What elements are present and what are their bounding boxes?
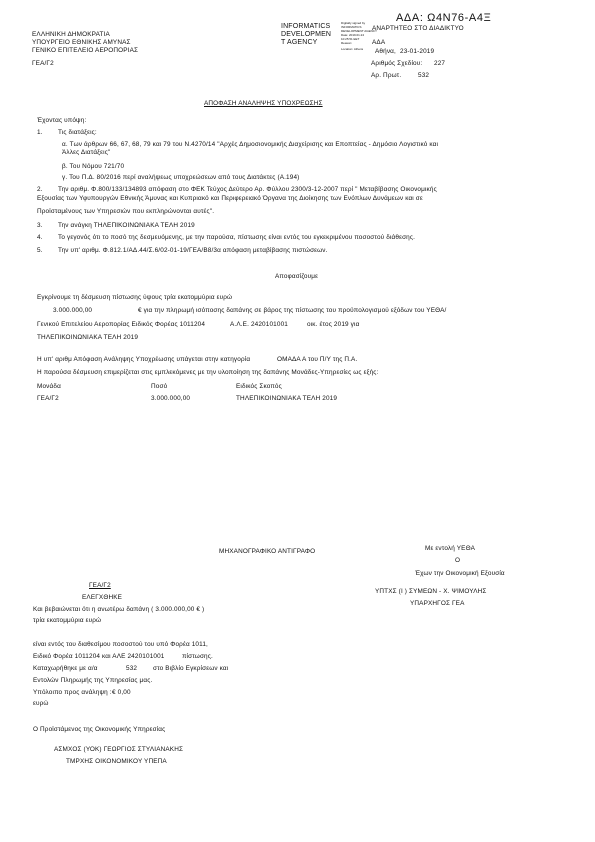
considering-heading: Έχοντας υπόψη: [37, 117, 87, 124]
protocol-label: Αρ. Πρωτ. [371, 72, 402, 79]
draft-number-value: 227 [434, 60, 446, 67]
stamp-agency-line-2: DEVELOPMEN [281, 31, 332, 38]
footer-line-5c: στο Βιβλίο Εγκρίσεων και [153, 665, 229, 672]
stamp-tiny-3: DEVELOPMENT AGENCY [341, 29, 377, 33]
stamp-ada-small: ΑΔΑ [372, 39, 386, 46]
stamp-agency-line-1: INFORMATICS [281, 23, 331, 30]
body-line-3a: Γενικού Επιτελείου Αεροπορίας Ειδικός Φορέας 1011204 [37, 321, 206, 328]
signature-name: ΥΠΤΧΣ (Ι ) ΣΥΜΕΩΝ - Χ. ΨΙΜΟΥΛΗΣ [375, 588, 487, 595]
decide-heading: Αποφασίζουμε [275, 273, 319, 280]
footer-line-4b: πίστωσης. [182, 653, 213, 660]
footer-line-6: Εντολών Πληρωμής της Υπηρεσίας μας. [33, 677, 153, 684]
item-number-5: 5. [37, 247, 43, 254]
header-line-unit: ΓΕΑ/Γ2 [32, 60, 54, 67]
stamp-tiny-4: Date: 2019.01.24 [341, 33, 365, 37]
item-1b: β. Του Νόμου 721/70 [62, 163, 125, 170]
body-line-2: € για την πληρωμή ισόποσης δαπάνης σε βάρος της πίστωσης του προϋπολογισμού εξόδων του ΥΕΘΑ/ [138, 307, 447, 314]
stamp-tiny-6: Reason: [341, 41, 353, 45]
table-header-amount: Ποσό [151, 383, 168, 390]
body-line-1: Εγκρίνουμε τη δέσμευση πίστωσης ύψους τρία εκατομμύρια ευρώ [37, 294, 233, 301]
footer-line-4a: Ειδικό Φορέα 1011204 και ΑΛΕ 2420101001 [33, 653, 165, 660]
draft-number-label: Αριθμός Σχεδίου: [371, 60, 423, 67]
decision-title: ΑΠΟΦΑΣΗ ΑΝΑΛΗΨΗΣ ΥΠΟΧΡΕΩΣΗΣ [204, 100, 323, 107]
stamp-tiny-7: Location: Athens [341, 47, 364, 51]
athens-label: Αθήνα, [375, 48, 396, 55]
table-cell-amount: 3.000.000,00 [151, 395, 191, 402]
protocol-value: 532 [418, 72, 430, 79]
footer-line-2: τρία εκατομμύρια ευρώ [33, 617, 102, 624]
item-1c: γ. Του Π.Δ. 80/2016 περί αναλήψεως υποχρεώσεων από τους Διατάκτες (Α.194) [62, 174, 300, 181]
footer-line-5a: Καταχωρήθηκε με α/α [33, 665, 98, 672]
item-number-3: 3. [37, 222, 43, 229]
signature-line-2: Ο [455, 557, 461, 564]
footer-line-7a: Υπόλοιπο προς ανάληψη : [33, 689, 112, 696]
body-line-3c: οικ. έτος 2019 για [307, 321, 360, 328]
footer-officer-name: ΑΣΜΧΟΣ (ΥΟΚ) ΓΕΩΡΓΙΟΣ ΣΤΥΛΙΑΝΑΚΗΣ [54, 746, 184, 753]
item-number-4: 4. [37, 234, 43, 241]
footer-line-1: Και βεβαιώνεται ότι η ανωτέρω δαπάνη ( 3.000.000,00 € ) [33, 606, 205, 613]
table-header-purpose: Ειδικός Σκοπός [236, 383, 282, 390]
footer-checked: ΕΛΕΓΧΘΗΚΕ [82, 594, 123, 601]
item-4-text: Το γεγονός ότι το ποσό της δεσμευόμενης, με την παρούσα, πίστωσης είναι εντός του εγκεκριμένου ποσοστού διάθεσης. [58, 234, 416, 241]
table-cell-unit: ΓΕΑ/Γ2 [37, 395, 59, 402]
item-5-text: Την υπ' αριθμ. Φ.812.1/ΑΔ.44/Σ.6/02-01-19/ΓΕΑ/Β8/3α απόφαση μεταβίβασης πιστώσεων. [58, 247, 328, 254]
stamp-agency-line-3: T AGENCY [281, 39, 318, 46]
ada-code: ΑΔΑ: Ω4Ν76-Α4Ξ [396, 12, 492, 24]
item-2-line-3: Προϊσταμένους των Υπηρεσιών που εκπληρώνονται αυτές". [37, 208, 215, 215]
item-1a-line-1: α. Των άρθρων 66, 67, 68, 79 και 79 του Ν.4270/14 "Αρχές Δημοσιονομικής Διαχείρισης και Εποπτείας - Δημόσιο Λογιστικό και [62, 141, 439, 148]
body-line-4: ΤΗΛΕΠΙΚΟΙΝΩΝΙΑΚΑ ΤΕΛΗ 2019 [37, 334, 139, 341]
item-number-1: 1. [37, 129, 43, 136]
footer-line-5b: 532 [126, 665, 138, 672]
footer-line-3: είναι εντός του διαθεσίμου ποσοστού του υπό Φορέα 1011, [33, 641, 208, 648]
footer-unit: ΓΕΑ/Γ2 [89, 582, 111, 589]
table-cell-purpose: ΤΗΛΕΠΙΚΟΙΝΩΝΙΑΚΑ ΤΕΛΗ 2019 [236, 395, 338, 402]
header-line-staff: ΓΕΝΙΚΟ ΕΠΙΤΕΛΕΙΟ ΑΕΡΟΠΟΡΙΑΣ [32, 47, 139, 54]
header-line-ministry: ΥΠΟΥΡΓΕΙΟ ΕΘΝΙΚΗΣ ΑΜΥΝΑΣ [32, 39, 131, 46]
table-header-unit: Μονάδα [37, 383, 61, 390]
footer-officer-department: ΤΜΡΧΗΣ ΟΙΚΟΝΟΜΙΚΟΥ ΥΠΕΠΑ [66, 758, 167, 765]
item-1-text: Τις διατάξεις: [58, 129, 97, 136]
stamp-tiny-5: 10:25:51 EET [341, 37, 360, 41]
header-line-republic: ΕΛΛΗΝΙΚΗ ΔΗΜΟΚΡΑΤΙΑ [32, 31, 110, 38]
mechanographic-copy-label: ΜΗΧΑΝΟΓΡΑΦΙΚΟ ΑΝΤΙΓΡΑΦΟ [219, 548, 316, 555]
item-number-2: 2. [37, 186, 43, 193]
post-online-label: ΑΝΑΡΤΗΤΕΟ ΣΤΟ ΔΙΑΔΙΚΤΥΟ [372, 25, 464, 32]
item-3-text: Την ανάγκη ΤΗΛΕΠΙΚΟΙΝΩΝΙΑΚΑ ΤΕΛΗ 2019 [58, 222, 195, 229]
body-line-3b: Α.Λ.Ε. 2420101001 [230, 321, 288, 328]
body-line-5a: Η υπ' αριθμ Απόφαση Ανάληψης Υποχρέωσης υπάγεται στην κατηγορία [37, 356, 251, 363]
stamp-tiny-1: Digitally signed by [341, 21, 366, 25]
footer-line-8: ευρώ [33, 700, 49, 707]
body-line-5b: ΟΜΑΔΑ Α του Π/Υ της Π.Α. [277, 356, 358, 363]
signature-line-3: Έχων την Οικονομική Εξουσία [415, 570, 505, 577]
body-amount: 3.000.000,00 [53, 307, 93, 314]
stamp-tiny-2: INFORMATICS [341, 25, 362, 29]
body-line-6: Η παρούσα δέσμευση επιμερίζεται στις εμπλεκόμενες με την υλοποίηση της δαπάνης Μονάδες-Υπηρεσίες ως εξής: [37, 369, 379, 376]
signature-rank: ΥΠΑΡΧΗΓΟΣ ΓΕΑ [410, 600, 465, 607]
footer-line-7b: € 0,00 [112, 689, 131, 696]
document-date: 23-01-2019 [400, 48, 435, 55]
item-2-line-2: Εξουσίας των Υφυπουργών Εθνικής Άμυνας και Κυπριακό και Περιφερειακό Όργανα της Διοίκησης των Ενόπλων Δυνάμεων και σε [37, 195, 423, 202]
item-1a-line-2: Άλλες Διατάξεις" [62, 149, 111, 156]
item-2-line-1: Την αριθμ. Φ.800/133/134893 απόφαση στο ΦΕΚ Τεύχος Δεύτερο Αρ. Φύλλου 2300/3-12-2007 περί " Μεταβίβασης Οικονομικής [58, 186, 437, 193]
signature-line-1: Με εντολή ΥΕΘΑ [425, 545, 476, 552]
footer-head-of-finance: Ο Προϊστάμενος της Οικονομικής Υπηρεσίας [33, 726, 166, 733]
